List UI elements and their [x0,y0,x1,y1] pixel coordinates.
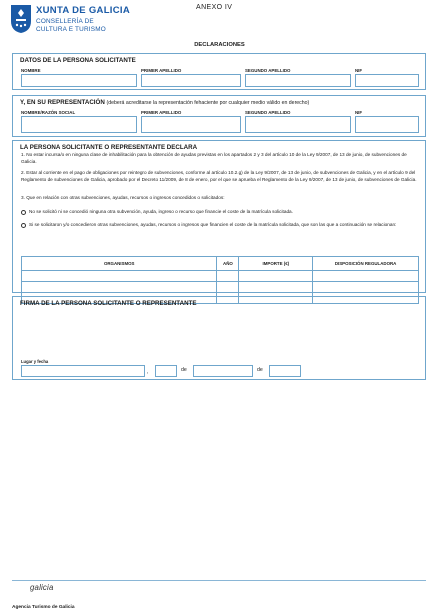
declarations-section-title: LA PERSONA SOLICITANTE O REPRESENTANTE DECLARA [20,144,198,151]
applicant-name-field[interactable] [21,74,137,87]
applicant-first-surname-field[interactable] [141,74,241,87]
applicant-nif-field[interactable] [355,74,419,87]
representative-second-surname-field[interactable] [245,116,351,133]
no-other-aid-radio[interactable] [21,210,26,215]
footer-divider [12,580,426,581]
field-label: NOMBRE [21,68,41,73]
field-label: PRIMER APELLIDO [141,68,182,73]
applicant-section-title: DATOS DE LA PERSONA SOLICITANTE [20,57,136,64]
agency-name: Agencia Turismo de Galicia [12,605,75,610]
comma-separator: , [147,369,149,375]
representative-section-title [20,99,309,106]
document-title: DECLARACIONES [194,42,245,48]
representative-nif-field[interactable] [355,116,419,133]
place-date-label: Lugar y fecha [21,359,49,364]
column-header: IMPORTE (€) [239,257,313,271]
no-other-aid-option: No se solicitó ni se concedió ninguna otra subvención, ayuda, ingreso o recurso que financie el coste de la matrícula solicitada. [29,209,293,214]
de-separator-1: de [181,367,187,373]
table-row [22,282,419,293]
declaration-paragraph-1: 1. No estar incursa/o en ninguna clase de inhabilitación para la obtención de ayudas previstas en los apartados 2 y 3 del artículo 10 de la Ley 9/2007, de 13 de junio, de subvenciones de Galicia. [21,152,407,164]
amount-cell[interactable] [239,271,313,282]
applicant-section [12,53,426,90]
table-header-row [22,257,419,271]
day-field[interactable] [155,365,177,377]
field-label: NIF [355,68,363,73]
regulation-cell[interactable] [313,271,419,282]
organism-cell[interactable] [22,282,217,293]
month-field[interactable] [193,365,253,377]
department-line-1: CONSELLERÍA DE [36,18,94,25]
organism-cell[interactable] [22,271,217,282]
column-header: DISPOSICIÓN REGULADORA [313,257,419,271]
signature-section [12,296,426,380]
place-field[interactable] [21,365,145,377]
representative-section [12,95,426,137]
other-aid-option: Si se solicitaron y/o concedieron otras subvenciones, ayudas, recursos o ingresos que financien el coste de la matrícula solicitada, que son las que a continuación se relacionan: [29,222,397,227]
field-label: NIF [355,110,363,115]
xunta-logo [10,4,150,38]
field-label: PRIMER APELLIDO [141,110,182,115]
year-field[interactable] [269,365,301,377]
year-cell[interactable] [217,282,239,293]
org-name: XUNTA DE GALICIA [36,5,130,16]
field-label: SEGUNDO APELLIDO [245,110,291,115]
declaration-paragraph-3: 3. Que en relación con otras subvenciones, ayudas, recursos o ingresos concedidos o solicitados: [21,195,225,200]
annex-label: ANEXO IV [196,4,233,11]
representative-note: (deberá acreditarse la representación fehaciente por cualquier medio válido en derecho) [106,100,310,106]
field-label: SEGUNDO APELLIDO [245,68,291,73]
representative-title-text: Y, EN SU REPRESENTACIÓN [20,99,105,106]
declarations-section [12,140,426,293]
amount-cell[interactable] [239,282,313,293]
column-header: ORGANISMOS [22,257,217,271]
declaration-paragraph-2: 2. Estar al corriente en el pago de obligaciones por reintegro de subvenciones, conforme al artículo 10.2.g) de la Ley 9/2007, de 13 de junio, de subvenciones de Galicia, y en el artículo 9 del Reglamento de subvenciones de Galicia, aprobado por el Decreto 11/2009, de 8 de enero, por el que se aprueba el Reglamento de la Ley 9/2007, de 13 de junio, de subvenciones de Galicia. [21,170,417,182]
applicant-second-surname-field[interactable] [245,74,351,87]
table-row [22,271,419,282]
field-label: NOMBRE/RAZÓN SOCIAL [21,110,76,115]
column-header: AÑO [217,257,239,271]
galicia-brand-logo: galicia [30,583,54,592]
year-cell[interactable] [217,271,239,282]
de-separator-2: de [257,367,263,373]
galicia-shield-icon [10,4,32,34]
regulation-cell[interactable] [313,282,419,293]
other-aid-radio[interactable] [21,223,26,228]
department-line-2: CULTURA E TURISMO [36,26,106,33]
signature-section-title: FIRMA DE LA PERSONA SOLICITANTE O REPRESENTANTE [20,300,197,307]
representative-first-surname-field[interactable] [141,116,241,133]
representative-name-field[interactable] [21,116,137,133]
